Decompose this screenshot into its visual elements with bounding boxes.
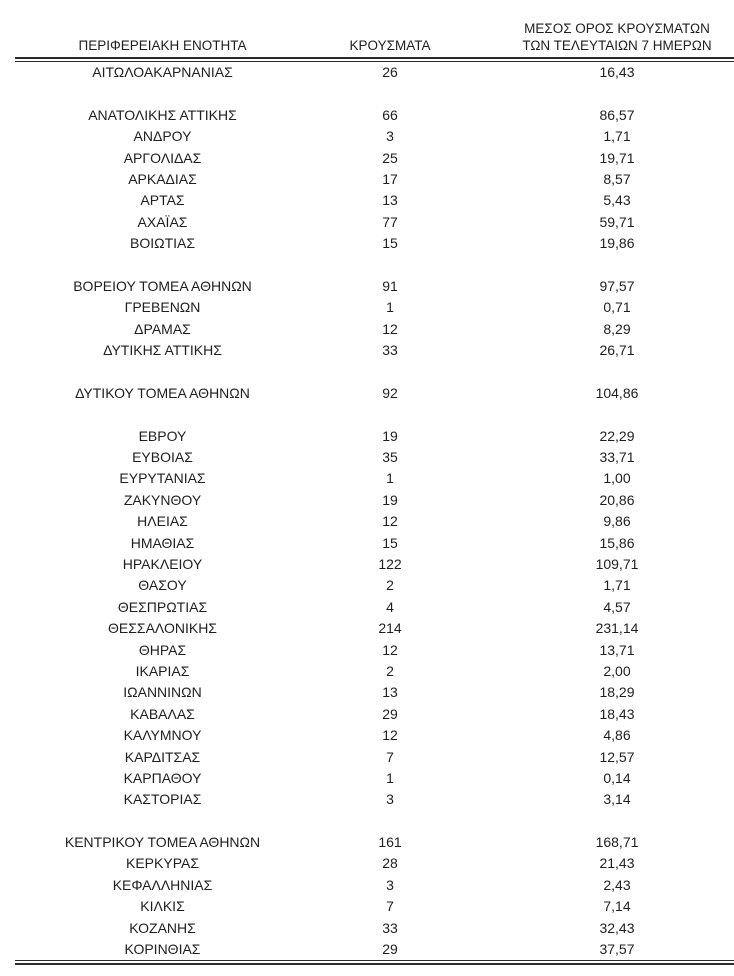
cases-cell: 2 [386,662,394,679]
avg7-cell: 86,57 [599,106,635,123]
avg7-cell: 4,57 [603,598,631,615]
avg7-cell: 19,71 [599,149,635,166]
region-cell: ΗΛΕΙΑΣ [137,513,188,530]
region-cell: ΑΝΔΡΟΥ [133,128,192,145]
region-cell: ΔΥΤΙΚΟΥ ΤΟΜΕΑ ΑΘΗΝΩΝ [75,384,250,401]
table-row [15,105,734,126]
table-row [15,148,734,169]
avg7-cell: 7,14 [603,898,631,915]
region-cell: ΚΑΒΑΛΑΣ [130,705,195,722]
region-cell: ΑΡΚΑΔΙΑΣ [128,170,197,187]
region-cell: ΒΟΙΩΤΙΑΣ [129,235,196,252]
table-row [15,875,734,896]
column-header-avg7-line1: ΜΕΣΟΣ ΟΡΟΣ ΚΡΟΥΣΜΑΤΩΝ [524,21,710,36]
region-cell: ΙΚΑΡΙΑΣ [135,662,190,679]
avg7-cell: 13,71 [599,641,635,658]
region-cell: ΔΡΑΜΑΣ [134,320,191,337]
region-cell: ΚΑΡΔΙΤΣΑΣ [124,748,201,765]
avg7-cell: 2,00 [603,662,631,679]
region-cell: ΑΡΓΟΛΙΔΑΣ [123,149,202,166]
avg7-cell: 20,86 [599,491,635,508]
table-row [15,939,734,960]
region-cell: ΓΡΕΒΕΝΩΝ [124,299,201,316]
cases-cell: 161 [378,834,402,851]
table-row [15,490,734,511]
cases-cell: 66 [382,106,398,123]
table-row [15,768,734,789]
avg7-cell: 18,43 [599,705,635,722]
table-row [15,62,734,83]
region-cell: ΕΥΡΥΤΑΝΙΑΣ [119,470,206,487]
row-spacer [15,361,734,382]
table-row [15,725,734,746]
region-cell: ΗΜΑΘΙΑΣ [130,534,195,551]
region-cell: ΘΗΡΑΣ [138,641,187,658]
region-cell: ΘΕΣΠΡΩΤΙΑΣ [117,598,208,615]
table-row [15,511,734,532]
table-row [15,233,734,254]
region-cell: ΚΕΝΤΡΙΚΟΥ ΤΟΜΕΑ ΑΘΗΝΩΝ [64,834,261,851]
cases-cell: 122 [378,555,402,572]
table-row [15,896,734,917]
row-spacer [15,404,734,425]
cases-cell: 92 [382,384,398,401]
avg7-cell: 3,14 [603,791,631,808]
region-cell: ΑΝΑΤΟΛΙΚΗΣ ΑΤΤΙΚΗΣ [88,106,237,123]
cases-cell: 7 [386,898,394,915]
table-row [15,212,734,233]
cases-cell: 3 [386,876,394,893]
table-body [15,62,734,960]
region-cell: ΔΥΤΙΚΗΣ ΑΤΤΙΚΗΣ [103,342,222,359]
cases-cell: 13 [382,192,398,209]
table-row [15,297,734,318]
cases-cell: 19 [382,491,398,508]
region-cell: ΑΡΤΑΣ [140,192,185,209]
cases-cell: 12 [382,320,398,337]
table-row [15,533,734,554]
table-row [15,661,734,682]
bottom-double-rule [15,960,734,965]
avg7-cell: 59,71 [599,213,635,230]
cases-cell: 33 [382,919,398,936]
avg7-cell: 22,29 [599,427,635,444]
avg7-cell: 16,43 [599,64,635,80]
avg7-cell: 0,71 [603,299,631,316]
column-header-avg7-line2: ΤΩΝ ΤΕΛΕΥΤΑΙΩΝ 7 ΗΜΕΡΩΝ [522,38,712,53]
avg7-cell: 8,29 [603,320,631,337]
cases-cell: 3 [386,128,394,145]
region-cell: ΙΩΑΝΝΙΝΩΝ [123,684,202,701]
cases-cell: 17 [382,170,398,187]
table-row [15,682,734,703]
avg7-cell: 4,86 [603,727,631,744]
cases-cell: 1 [386,470,394,487]
cases-cell: 19 [382,427,398,444]
avg7-cell: 32,43 [599,919,635,936]
avg7-cell: 19,86 [599,235,635,252]
avg7-cell: 15,86 [599,534,635,551]
cases-cell: 33 [382,342,398,359]
table-row [15,575,734,596]
cases-cell: 28 [382,855,398,872]
avg7-cell: 5,43 [603,192,631,209]
cases-cell: 15 [382,534,398,551]
table-row [15,169,734,190]
table-row [15,468,734,489]
table-row [15,126,734,147]
cases-cell: 29 [382,941,398,958]
cases-cell: 1 [386,299,394,316]
table-row [15,383,734,404]
cases-cell: 12 [382,641,398,658]
table-row [15,704,734,725]
row-spacer [15,255,734,276]
cases-cell: 77 [382,213,398,230]
region-cell: ΖΑΚΥΝΘΟΥ [123,491,202,508]
avg7-cell: 231,14 [595,620,639,637]
region-cell: ΚΑΛΥΜΝΟΥ [123,727,202,744]
avg7-cell: 1,00 [603,470,631,487]
cases-cell: 13 [382,684,398,701]
region-cell: ΚΙΛΚΙΣ [140,898,185,915]
cases-cell: 1 [386,769,394,786]
table-row [15,426,734,447]
region-cell: ΚΕΡΚΥΡΑΣ [126,855,199,872]
cases-cell: 12 [382,727,398,744]
region-cell: ΘΕΣΣΑΛΟΝΙΚΗΣ [108,620,217,637]
cases-cell: 12 [382,513,398,530]
cases-cell: 4 [386,598,394,615]
table-row [15,276,734,297]
avg7-cell: 97,57 [599,277,635,294]
column-header-region: ΠΕΡΙΦΕΡΕΙΑΚΗ ΕΝΟΤΗΤΑ [78,38,247,53]
avg7-cell: 26,71 [599,342,635,359]
region-cell: ΕΒΡΟΥ [138,427,187,444]
table-row [15,789,734,810]
cases-cell: 3 [386,791,394,808]
region-cell: ΚΕΦΑΛΛΗΝΙΑΣ [112,876,213,893]
region-cell: ΑΙΤΩΛΟΑΚΑΡΝΑΝΙΑΣ [92,64,233,80]
avg7-cell: 109,71 [595,555,639,572]
table-header-row [15,0,734,57]
cases-cell: 29 [382,705,398,722]
row-spacer [15,811,734,832]
region-cell: ΚΑΣΤΟΡΙΑΣ [123,791,202,808]
table-row [15,190,734,211]
cases-cell: 91 [382,277,398,294]
avg7-cell: 168,71 [595,834,639,851]
table-row [15,853,734,874]
region-cell: ΗΡΑΚΛΕΙΟΥ [122,555,203,572]
table-row [15,618,734,639]
cases-cell: 2 [386,577,394,594]
avg7-cell: 12,57 [599,748,635,765]
cases-cell: 25 [382,149,398,166]
avg7-cell: 1,71 [603,128,631,145]
avg7-cell: 18,29 [599,684,635,701]
region-cell: ΘΑΣΟΥ [138,577,187,594]
region-cell: ΚΑΡΠΑΘΟΥ [123,769,202,786]
table-row [15,447,734,468]
avg7-cell: 33,71 [599,449,635,466]
table-row [15,640,734,661]
column-header-cases: ΚΡΟΥΣΜΑΤΑ [349,38,431,53]
avg7-cell: 21,43 [599,855,635,872]
row-spacer [15,83,734,104]
cases-cell: 15 [382,235,398,252]
table-row [15,340,734,361]
cases-cell: 26 [382,64,398,80]
column-header-avg7 [470,20,734,54]
cases-cell: 35 [382,449,398,466]
region-cell: ΚΟΖΑΝΗΣ [129,919,196,936]
region-cell: ΕΥΒΟΙΑΣ [132,449,193,466]
table-row [15,597,734,618]
region-cell: ΒΟΡΕΙΟΥ ΤΟΜΕΑ ΑΘΗΝΩΝ [73,277,252,294]
table-row [15,554,734,575]
avg7-cell: 1,71 [603,577,631,594]
table-row [15,832,734,853]
avg7-cell: 37,57 [599,941,635,958]
cases-cell: 7 [386,748,394,765]
avg7-cell: 2,43 [603,876,631,893]
avg7-cell: 9,86 [603,513,631,530]
regional-cases-table [15,0,734,965]
region-cell: ΚΟΡΙΝΘΙΑΣ [124,941,201,958]
avg7-cell: 104,86 [595,384,639,401]
table-row [15,918,734,939]
table-row [15,319,734,340]
region-cell: ΑΧΑΪΑΣ [137,213,188,230]
avg7-cell: 8,57 [603,170,631,187]
table-row [15,747,734,768]
cases-cell: 214 [378,620,402,637]
avg7-cell: 0,14 [603,769,631,786]
